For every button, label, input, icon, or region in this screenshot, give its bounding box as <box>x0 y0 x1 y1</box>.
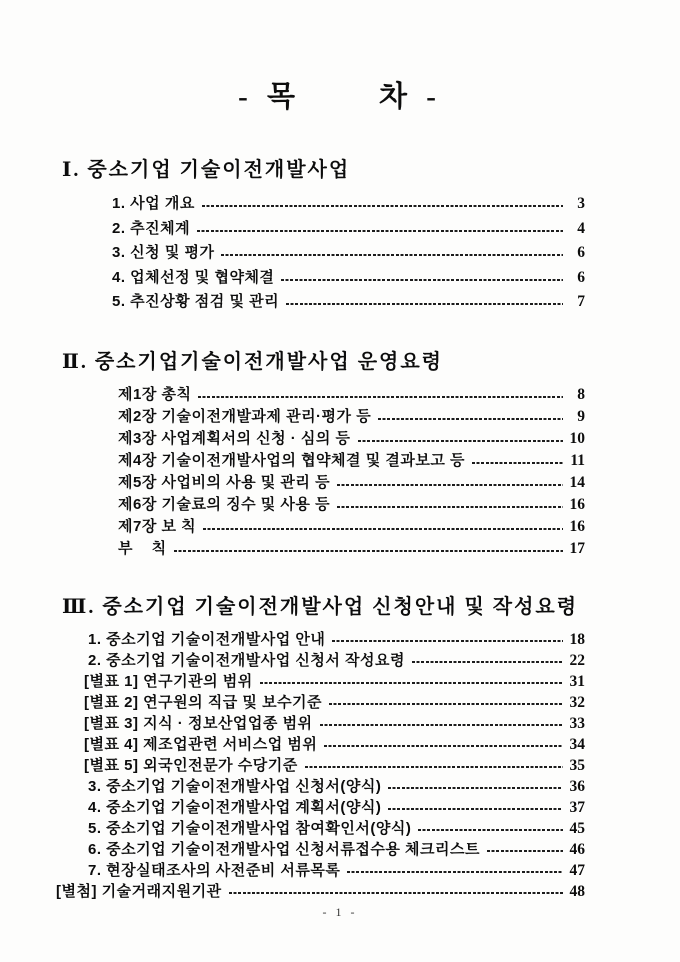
toc-row <box>112 241 585 266</box>
dotted-leader <box>221 254 563 256</box>
dotted-leader <box>388 787 563 789</box>
toc-item-label: [별첨] 기술거래지원기관 <box>56 882 222 900</box>
toc-item-page: 22 <box>569 651 585 669</box>
dotted-leader <box>305 766 563 768</box>
toc-item-page: 3 <box>577 195 585 212</box>
toc-item-page: 16 <box>569 517 585 535</box>
toc-item-label: 제7장 보 칙 <box>118 517 197 535</box>
toc-section <box>56 153 585 315</box>
dotted-leader <box>203 528 563 530</box>
toc-row <box>112 192 585 217</box>
toc-item-label: 제4장 기술이전개발사업의 협약체결 및 결과보고 등 <box>118 451 465 469</box>
toc-row <box>112 217 585 242</box>
toc-item-label: 1. 중소기업 기술이전개발사업 안내 <box>88 630 326 648</box>
toc-item-label: 2. 중소기업 기술이전개발사업 신청서 작성요령 <box>88 651 405 669</box>
toc-item-page: 31 <box>569 672 585 690</box>
page-title <box>56 74 624 115</box>
toc-item-page: 34 <box>569 735 585 753</box>
toc-item-label: 3. 신청 및 평가 <box>112 244 215 261</box>
page-title-right: 차 - <box>379 81 442 113</box>
dotted-leader <box>388 808 563 810</box>
toc-row <box>88 650 585 671</box>
toc-row <box>84 692 585 713</box>
toc-item-label: 1. 사업 개요 <box>112 195 195 212</box>
toc-item-page: 48 <box>569 882 585 900</box>
toc-item-label: 제2장 기술이전개발과제 관리·평가 등 <box>118 407 372 425</box>
toc-item-page: 37 <box>569 798 585 816</box>
toc-item-label: [별표 5] 외국인전문가 수당기준 <box>84 756 298 774</box>
toc-item-label: 6. 중소기업 기술이전개발사업 신청서류접수용 체크리스트 <box>88 840 480 858</box>
section-items <box>56 384 585 560</box>
dotted-leader <box>174 550 563 552</box>
page-title-left: - 목 <box>238 81 301 113</box>
toc-item-page: 32 <box>569 693 585 711</box>
dotted-leader <box>324 745 563 747</box>
section-heading: Ⅲ. 중소기업 기술이전개발사업 신청안내 및 작성요령 <box>62 595 579 618</box>
toc-item-page: 9 <box>577 407 585 425</box>
toc-row <box>118 428 585 450</box>
toc-item-page: 33 <box>569 714 585 732</box>
dotted-leader <box>487 850 563 852</box>
dotted-leader <box>198 396 563 398</box>
dotted-leader <box>320 724 563 726</box>
toc-row <box>88 839 585 860</box>
dotted-leader <box>337 484 563 486</box>
toc-item-label: [별표 4] 제조업관련 서비스업 범위 <box>84 735 318 753</box>
toc-item-label: 2. 추진체계 <box>112 219 191 237</box>
dotted-leader <box>337 506 563 508</box>
toc-row <box>112 290 585 315</box>
toc-row <box>84 734 585 755</box>
toc-item-label: [별표 1] 연구기관의 범위 <box>84 672 253 690</box>
section-items <box>56 629 585 902</box>
toc-item-label: 제5장 사업비의 사용 및 관리 등 <box>118 473 331 491</box>
toc-item-page: 45 <box>569 819 585 837</box>
toc-item-page: 47 <box>569 861 585 879</box>
section-heading: Ⅱ. 중소기업기술이전개발사업 운영요령 <box>62 350 443 373</box>
section-items <box>56 192 585 315</box>
toc-row <box>88 860 585 881</box>
toc-item-label: [별표 2] 연구원의 직급 및 보수기준 <box>84 693 323 711</box>
dotted-leader <box>332 640 563 642</box>
toc-item-label: 7. 현장실태조사의 사전준비 서류목록 <box>88 861 341 879</box>
dotted-leader <box>412 661 563 663</box>
toc-row <box>56 881 585 902</box>
toc-item-label: 3. 중소기업 기술이전개발사업 신청서(양식) <box>88 777 382 795</box>
toc-section <box>56 590 585 902</box>
toc-item-page: 6 <box>577 268 585 286</box>
toc-item-page: 36 <box>569 777 585 795</box>
toc-row <box>118 472 585 494</box>
toc-row <box>118 406 585 428</box>
dotted-leader <box>281 279 563 281</box>
toc-item-page: 4 <box>577 219 585 237</box>
toc-item-page: 10 <box>569 429 585 447</box>
toc-row <box>84 755 585 776</box>
toc-row <box>88 629 585 650</box>
toc-row <box>88 797 585 818</box>
toc-item-label: 4. 업체선정 및 협약체결 <box>112 268 275 286</box>
toc-item-page: 11 <box>570 451 585 469</box>
dotted-leader <box>229 892 563 894</box>
toc-item-label: 5. 중소기업 기술이전개발사업 참여확인서(양식) <box>88 819 412 837</box>
toc-row <box>84 671 585 692</box>
dotted-leader <box>472 462 563 464</box>
toc-item-label: 제3장 사업계획서의 신청 · 심의 등 <box>118 429 351 447</box>
dotted-leader <box>347 871 563 873</box>
dotted-leader <box>202 205 563 207</box>
toc-item-label: 4. 중소기업 기술이전개발사업 계획서(양식) <box>88 798 382 816</box>
toc-row <box>88 818 585 839</box>
toc-item-page: 7 <box>577 293 585 310</box>
toc-item-page: 6 <box>577 244 585 261</box>
toc-item-label: 제6장 기술료의 징수 및 사용 등 <box>118 495 331 513</box>
toc-row <box>118 384 585 406</box>
toc-row <box>118 450 585 472</box>
toc-item-label: [별표 3] 지식 · 정보산업업종 범위 <box>84 714 313 732</box>
dotted-leader <box>197 230 563 232</box>
toc-item-label: 부 칙 <box>118 539 167 557</box>
toc-row <box>112 266 585 291</box>
dotted-leader <box>418 829 563 831</box>
toc-item-label: 제1장 총칙 <box>118 385 192 403</box>
toc-row <box>118 516 585 538</box>
toc-item-page: 18 <box>569 630 585 648</box>
toc-row <box>88 776 585 797</box>
page-number: - 1 - <box>322 905 358 919</box>
toc-item-page: 35 <box>569 756 585 774</box>
section-heading: Ⅰ. 중소기업 기술이전개발사업 <box>62 159 351 181</box>
toc-row <box>84 713 585 734</box>
dotted-leader <box>329 703 563 705</box>
toc-item-page: 16 <box>569 495 585 513</box>
toc-section <box>56 345 585 560</box>
toc-item-page: 8 <box>577 385 585 403</box>
dotted-leader <box>286 303 563 305</box>
toc-item-page: 14 <box>569 473 585 491</box>
toc-row <box>118 494 585 516</box>
toc-row <box>118 538 585 560</box>
dotted-leader <box>378 418 563 420</box>
dotted-leader <box>260 682 563 684</box>
toc-item-page: 46 <box>569 840 585 858</box>
dotted-leader <box>358 440 563 442</box>
toc-item-label: 5. 추진상황 점검 및 관리 <box>112 293 280 310</box>
toc-sections <box>56 153 585 902</box>
toc-item-page: 17 <box>569 539 585 557</box>
